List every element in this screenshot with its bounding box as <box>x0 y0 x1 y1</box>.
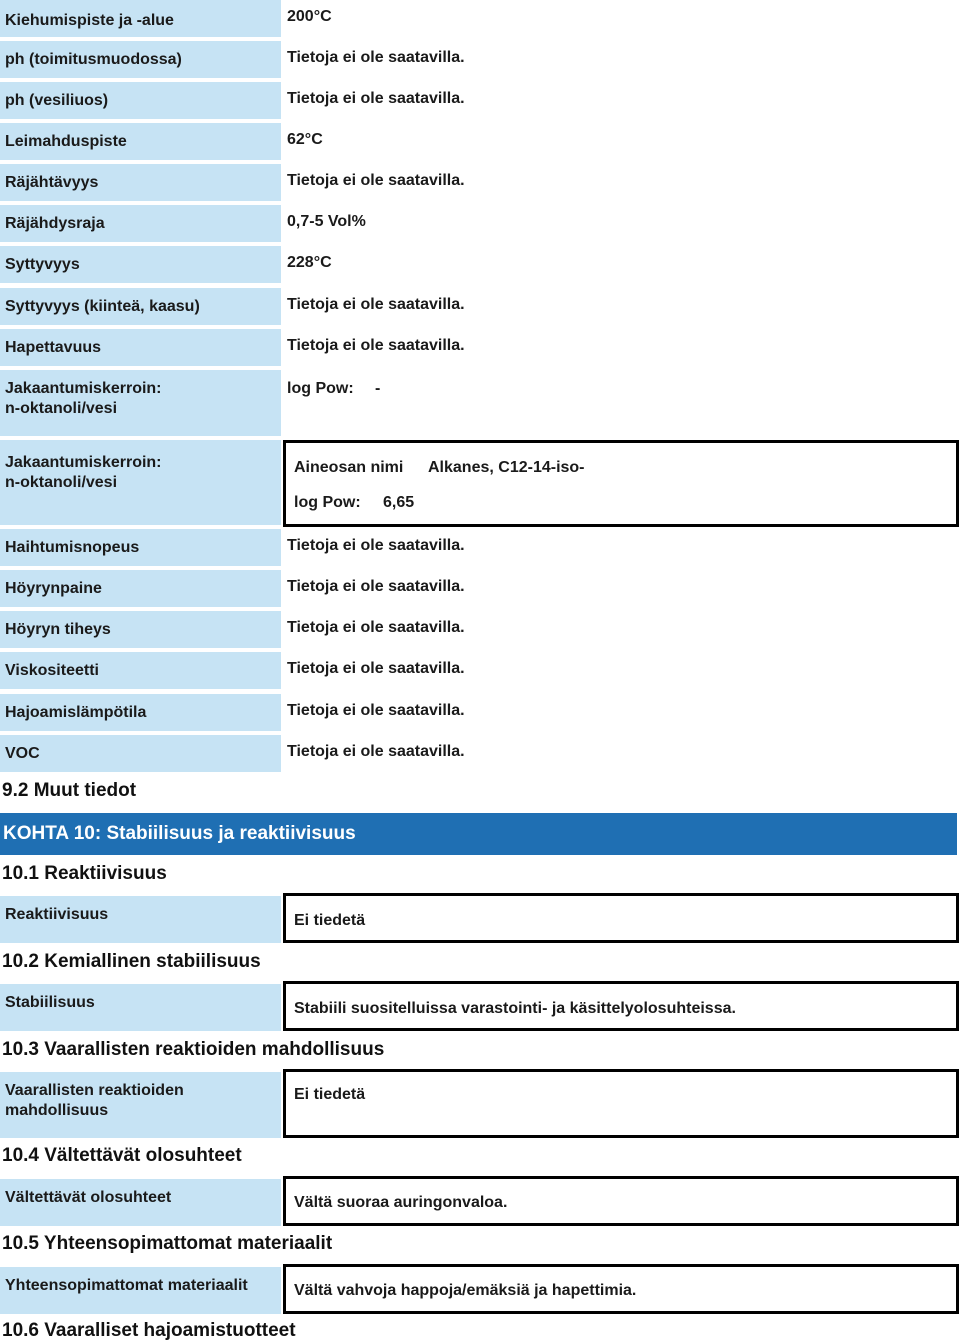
subsection-value-box <box>283 1176 959 1226</box>
subsection-heading: 10.2 Kemiallinen stabiilisuus <box>2 951 261 972</box>
section-title: KOHTA 10: Stabiilisuus ja reaktiivisuus <box>3 823 356 844</box>
subsection-value: Ei tiedetä <box>294 1086 366 1103</box>
property-value: Tietoja ei ole saatavilla. <box>287 537 465 554</box>
property-value: Tietoja ei ole saatavilla. <box>287 660 465 677</box>
property-value: Tietoja ei ole saatavilla. <box>287 702 465 719</box>
subsection-label: Stabiilisuus <box>0 984 281 1031</box>
property-value: Tietoja ei ole saatavilla. <box>287 296 465 313</box>
property-label: Viskositeetti <box>0 652 281 689</box>
property-label: Höyrynpaine <box>0 570 281 607</box>
subsection-value: Stabiili suositelluissa varastointi- ja käsittelyolosuhteissa. <box>294 1000 736 1017</box>
subsection-label-line1: Vaarallisten reaktioiden <box>5 1082 184 1099</box>
subsection-heading: 10.5 Yhteensopimattomat materiaalit <box>2 1233 333 1254</box>
component-name-value: Alkanes, C12-14-iso- <box>428 459 585 476</box>
property-label: Syttyvyys (kiinteä, kaasu) <box>0 288 281 325</box>
subsection-heading: 10.4 Vältettävät olosuhteet <box>2 1145 242 1166</box>
subsection-value: Ei tiedetä <box>294 912 366 929</box>
property-value: Tietoja ei ole saatavilla. <box>287 578 465 595</box>
subsection-heading: 10.3 Vaarallisten reaktioiden mahdollisuus <box>2 1039 385 1060</box>
partition-label <box>0 440 281 525</box>
property-label: Syttyvyys <box>0 246 281 283</box>
subsection-heading: 9.2 Muut tiedot <box>2 780 137 801</box>
log-pow-key: log Pow: <box>287 380 354 397</box>
subsection-label: Vältettävät olosuhteet <box>0 1179 281 1226</box>
log-pow-value: - <box>375 380 381 397</box>
property-value: Tietoja ei ole saatavilla. <box>287 90 465 107</box>
subsection-heading: 10.6 Vaaralliset hajoamistuotteet <box>2 1320 296 1341</box>
partition-box <box>283 440 959 527</box>
property-value: Tietoja ei ole saatavilla. <box>287 619 465 636</box>
property-value: Tietoja ei ole saatavilla. <box>287 743 465 760</box>
log-pow-key: log Pow: <box>294 494 361 511</box>
property-label: ph (toimitusmuodossa) <box>0 41 281 78</box>
property-value: 62°C <box>287 131 323 148</box>
property-value: Tietoja ei ole saatavilla. <box>287 172 465 189</box>
property-label: Leimahduspiste <box>0 123 281 160</box>
log-pow-value: 6,65 <box>383 494 415 511</box>
property-label: Räjähdysraja <box>0 205 281 242</box>
property-value: 228°C <box>287 254 332 271</box>
subsection-value: Vältä vahvoja happoja/emäksiä ja hapettimia. <box>294 1282 637 1299</box>
component-name-key: Aineosan nimi <box>294 459 404 476</box>
partition-label-line2: n-oktanoli/vesi <box>5 474 118 491</box>
partition-label-line1: Jakaantumiskerroin: <box>5 454 162 471</box>
property-label: VOC <box>0 735 281 772</box>
partition-label-line2: n-oktanoli/vesi <box>5 400 118 417</box>
property-value: Tietoja ei ole saatavilla. <box>287 49 465 66</box>
property-value: Tietoja ei ole saatavilla. <box>287 337 465 354</box>
subsection-value: Vältä suoraa auringonvaloa. <box>294 1194 508 1211</box>
property-label: Räjähtävyys <box>0 164 281 201</box>
subsection-value-box <box>283 1264 959 1314</box>
subsection-label-line2: mahdollisuus <box>5 1102 109 1119</box>
property-label: Kiehumispiste ja -alue <box>0 0 281 37</box>
subsection-value-box <box>283 981 959 1031</box>
subsection-value-box <box>283 893 959 943</box>
property-value: 200°C <box>287 8 332 25</box>
property-label: Hajoamislämpötila <box>0 694 281 731</box>
section-banner <box>0 813 957 855</box>
partition-label-line1: Jakaantumiskerroin: <box>5 380 162 397</box>
property-label: Haihtumisnopeus <box>0 529 281 566</box>
property-value: 0,7-5 Vol% <box>287 213 366 230</box>
subsection-label <box>0 1072 281 1138</box>
property-label: Höyryn tiheys <box>0 611 281 648</box>
property-label: Hapettavuus <box>0 329 281 366</box>
subsection-heading: 10.1 Reaktiivisuus <box>2 863 167 884</box>
subsection-value-box <box>283 1069 959 1138</box>
subsection-label: Yhteensopimattomat materiaalit <box>0 1267 281 1314</box>
subsection-label: Reaktiivisuus <box>0 896 281 943</box>
partition-label <box>0 370 281 436</box>
property-label: ph (vesiliuos) <box>0 82 281 119</box>
